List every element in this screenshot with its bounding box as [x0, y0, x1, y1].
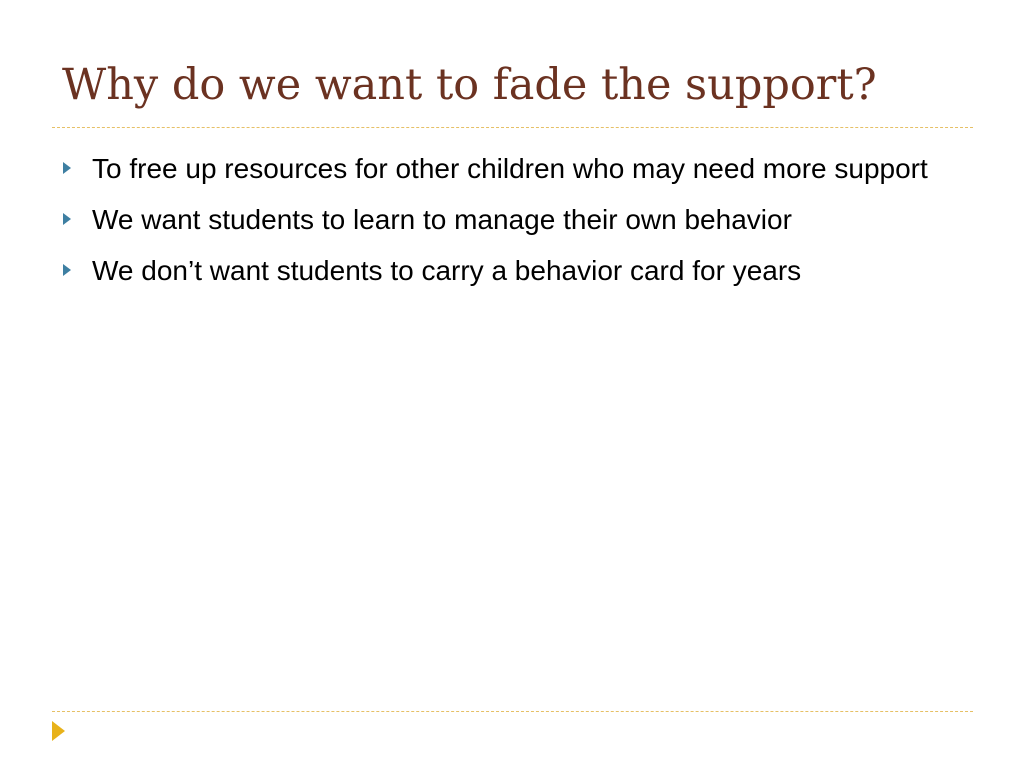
bullet-text: We don’t want students to carry a behavior card for years — [92, 255, 802, 286]
bullet-item — [60, 248, 970, 293]
bullet-text: To free up resources for other children who may need more support — [92, 153, 928, 184]
bullet-item — [60, 197, 970, 242]
title-divider — [52, 127, 973, 128]
bullet-item — [60, 146, 970, 191]
bullet-list — [60, 146, 970, 299]
bullet-text: We want students to learn to manage their own behavior — [92, 204, 792, 235]
footer-divider — [52, 711, 973, 712]
footer-triangle-icon — [52, 721, 65, 741]
slide-title: Why do we want to fade the support? — [62, 60, 877, 110]
bullet-triangle-icon — [63, 264, 71, 276]
bullet-triangle-icon — [63, 213, 71, 225]
bullet-triangle-icon — [63, 162, 71, 174]
